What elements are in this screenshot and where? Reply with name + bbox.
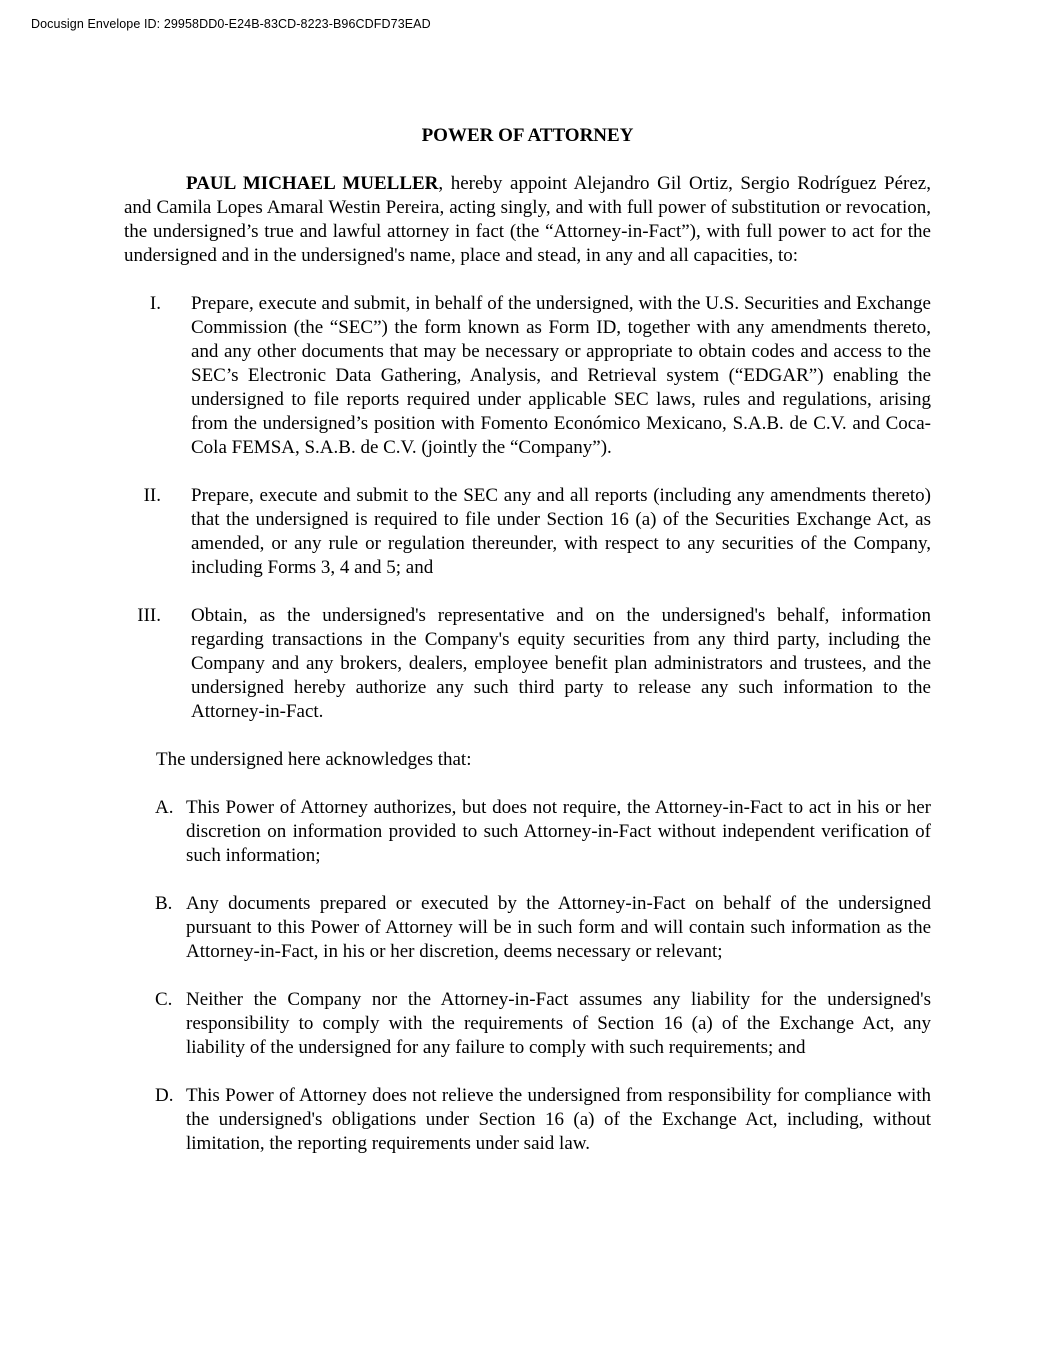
intro-text: , hereby appoint Alejandro Gil Ortiz, Sergio Rodríguez Pérez, and Camila Lopes Amaral Westin Pereira, acting singly, and with full power of substitution or revocation, the undersigned’s true and lawful attorney in fact (the “Attorney-in-Fact”), with full power to act for the undersigned and in the undersigned's name, place and stead, in any and all capacities, to: — [124, 173, 931, 266]
acknowledgement-text: Any documents prepared or executed by the Attorney-in-Fact on behalf of the undersigned pursuant to this Power of Attorney will be in such form and will contain such information as the Attorney-in-Fact, in his or her discretion, deems necessary or relevant; — [186, 893, 931, 962]
power-item — [124, 604, 931, 724]
acknowledgement-item — [124, 892, 931, 964]
power-text: Prepare, execute and submit, in behalf of the undersigned, with the U.S. Securities and Exchange Commission (the “SEC”) the form known as Form ID, together with any amendments thereto, and any other documents that may be necessary or appropriate to obtain codes and access to the SEC’s Electronic Data Gathering, Analysis, and Retrieval system (“EDGAR”) enabling the undersigned to file reports required under applicable SEC laws, rules and regulations, arising from the undersigned’s position with Fomento Económico Mexicano, S.A.B. de C.V. and Coca-Cola FEMSA, S.A.B. de C.V. (jointly the “Company”). — [191, 293, 931, 458]
acknowledgement-letter: B. — [155, 893, 173, 914]
power-number: II. — [143, 485, 161, 506]
acknowledgement-letter: C. — [155, 989, 173, 1010]
acknowledgement-letter: D. — [155, 1085, 174, 1106]
power-number: I. — [149, 293, 161, 314]
acknowledgement-item — [124, 1084, 931, 1156]
acknowledgement-text: This Power of Attorney authorizes, but does not require, the Attorney-in-Fact to act in his or her discretion on information provided to such Attorney-in-Fact without independent verification of such information; — [186, 797, 931, 866]
powers-list — [124, 292, 931, 724]
power-text: Obtain, as the undersigned's representative and on the undersigned's behalf, information regarding transactions in the Company's equity securities from any third party, including the Company and any brokers, dealers, employee benefit plan administrators and trustees, and the undersigned hereby authorize any such third party to release any such information to the Attorney-in-Fact. — [191, 605, 931, 722]
acknowledgement-text: This Power of Attorney does not relieve the undersigned from responsibility for compliance with the undersigned's obligations under Section 16 (a) of the Exchange Act, including, without limitation, the reporting requirements under said law. — [186, 1085, 931, 1154]
document-body — [124, 124, 931, 1180]
acknowledgements-list — [124, 796, 931, 1156]
envelope-id: Docusign Envelope ID: 29958DD0-E24B-83CD-8223-B96CDFD73EAD — [31, 17, 431, 31]
acknowledgement-intro: The undersigned here acknowledges that: — [156, 749, 472, 770]
principal-name: PAUL MICHAEL MUELLER — [186, 173, 439, 194]
acknowledgement-text: Neither the Company nor the Attorney-in-Fact assumes any liability for the undersigned's responsibility to comply with the requirements of Section 16 (a) of the Exchange Act, any liability of the undersigned for any failure to comply with such requirements; and — [186, 989, 931, 1058]
power-item — [124, 484, 931, 580]
intro-paragraph — [124, 172, 931, 268]
acknowledgement-letter: A. — [155, 797, 174, 818]
power-number: III. — [137, 605, 161, 626]
acknowledgement-item — [124, 988, 931, 1060]
document-title: POWER OF ATTORNEY — [421, 125, 634, 146]
power-item — [124, 292, 931, 460]
acknowledgement-item — [124, 796, 931, 868]
power-text: Prepare, execute and submit to the SEC any and all reports (including any amendments thereto) that the undersigned is required to file under Section 16 (a) of the Securities Exchange Act, as amended, or any rule or regulation thereunder, with respect to any securities of the Company, including Forms 3, 4 and 5; and — [191, 485, 931, 578]
